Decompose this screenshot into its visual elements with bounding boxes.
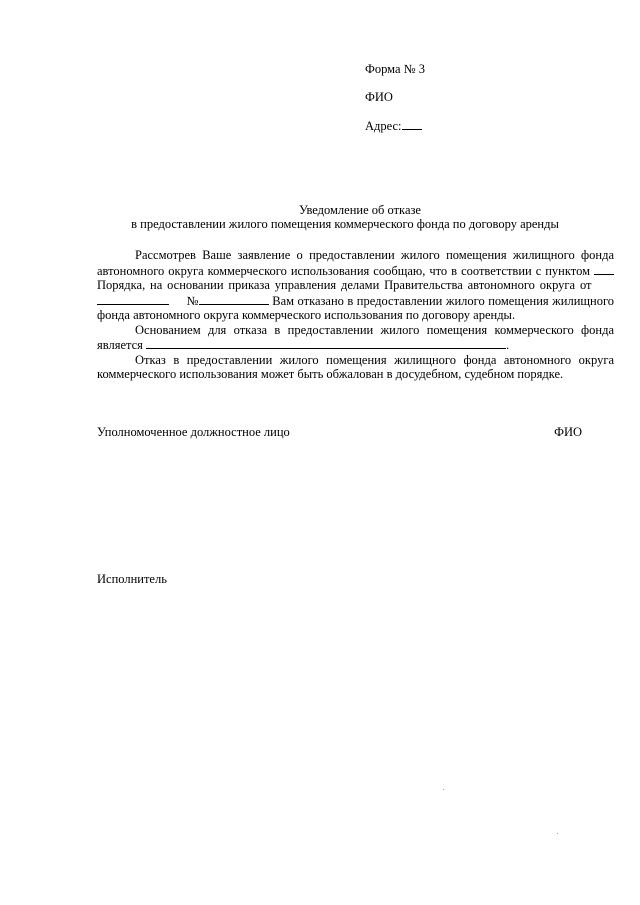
order-number-blank bbox=[199, 293, 269, 305]
order-date-blank bbox=[97, 293, 169, 305]
paragraph-decision-part2: Порядка, на основании приказа управления делами Правительства автономного округа от bbox=[97, 278, 592, 292]
reason-blank bbox=[146, 337, 506, 349]
official-fio: ФИО bbox=[554, 425, 582, 439]
official-label: Уполномоченное должностное лицо bbox=[97, 425, 290, 439]
executor-label: Исполнитель bbox=[97, 572, 167, 586]
reason-period: . bbox=[506, 338, 510, 352]
address-label: Адрес: bbox=[365, 119, 402, 133]
notice-title-line1: Уведомление об отказе bbox=[299, 203, 421, 217]
scan-speck bbox=[443, 789, 444, 790]
recipient-address bbox=[365, 118, 425, 133]
paragraph-appeal: Отказ в предоставлении жилого помещения жилищного фонда автономного округа коммерческого использования может быть обжалован в досудебном, судебном порядке. bbox=[97, 352, 614, 381]
order-number-sign: № bbox=[186, 293, 199, 308]
form-header bbox=[365, 62, 425, 147]
scan-speck bbox=[557, 833, 558, 834]
recipient-fio: ФИО bbox=[365, 90, 393, 104]
clause-number-blank bbox=[594, 263, 614, 275]
paragraph-decision bbox=[97, 248, 614, 323]
paragraph-decision-part3: Вам отказано в предоставлении жилого помещения жилищного фонда автономного округа коммерческого использования по договору аренды. bbox=[97, 293, 615, 322]
paragraph-reason-text: Основанием для отказа в предоставлении жилого помещения коммерческого фонда является bbox=[97, 322, 614, 352]
notice-title-line2: в предоставлении жилого помещения коммерческого фонда по договору аренды bbox=[131, 217, 559, 231]
paragraph-decision-part1: Рассмотрев Ваше заявление о предоставлении жилого помещения жилищного фонда автономного округа коммерческого использования сообщаю, что в соответствии с пунктом bbox=[97, 248, 614, 278]
notice-title bbox=[0, 203, 640, 231]
notice-body bbox=[97, 248, 614, 382]
form-number: Форма № 3 bbox=[365, 62, 425, 76]
paragraph-reason bbox=[97, 323, 614, 353]
address-blank bbox=[402, 118, 422, 130]
